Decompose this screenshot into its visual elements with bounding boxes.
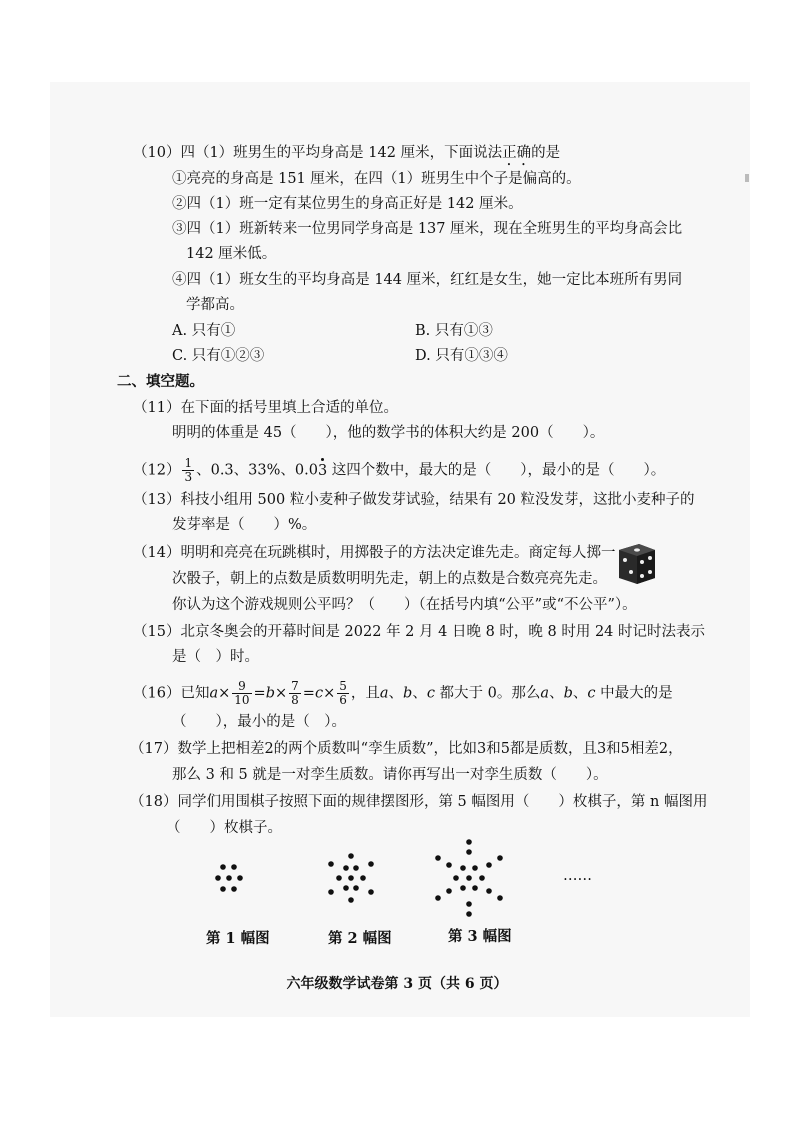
q11-stem: （11）在下面的括号里填上合适的单位。	[133, 400, 398, 416]
q10-option-c[interactable]: C. 只有①②③	[172, 348, 265, 364]
q18-stem: （18）同学们用围棋子按照下面的规律摆图形，第 5 幅图用（ ）枚棋子，第 n 幅图用	[130, 794, 708, 810]
figure-1-caption: 第 1 幅图	[206, 930, 270, 947]
q13-question: 发芽率是（ ）%。	[172, 517, 317, 533]
q10-statement-4: ④四（1）班女生的平均身高是 144 厘米，红红是女生，她一定比本班所有男同	[172, 272, 683, 288]
q10-option-b[interactable]: B. 只有①③	[415, 323, 493, 339]
figure-2-caption: 第 2 幅图	[328, 930, 392, 947]
q10-statement-1: ①亮亮的身高是 151 厘米，在四（1）班男生中个子是偏高的。	[172, 171, 581, 187]
q15-question: 是（ ）时。	[172, 649, 259, 665]
figure-3-dots	[432, 838, 506, 918]
q10-statement-3-cont: 142 厘米低。	[186, 246, 277, 262]
q16-question: （ ），最小的是（ ）。	[172, 714, 346, 730]
q16-stem: （16）已知a× $\frac{9}{10}$ =b× $\frac{7}{8}$ =c× $\frac{5}{6}$ ，且a、b、c 都大于 0。那么a、b、c 中最大的是	[133, 679, 673, 707]
repeating-digit: 3	[317, 462, 328, 479]
q10-stem: （10）四（1）班男生的平均身高是 142 厘米，下面说法正确的是	[133, 145, 561, 161]
figure-ellipsis: ……	[563, 868, 592, 884]
q11-question: 明明的体重是 45（ ），他的数学书的体积大约是 200（ ）。	[172, 425, 605, 441]
q14-stem: （14）明明和亮亮在玩跳棋时，用掷骰子的方法决定谁先走。商定每人掷一	[133, 545, 616, 561]
section-title: 二、填空题。	[117, 373, 204, 390]
q10-option-d[interactable]: D. 只有①③④	[415, 348, 508, 364]
q15-stem: （15）北京冬奥会的开幕时间是 2022 年 2 月 4 日晚 8 时，晚 8 时用 24 时记时法表示	[133, 624, 706, 640]
q10-statement-3: ③四（1）班新转来一位男同学身高是 137 厘米，现在全班男生的平均身高会比	[172, 221, 683, 237]
q17-stem: （17）数学上把相差2的两个质数叫“孪生质数”，比如3和5都是质数，且3和5相差2，	[130, 741, 683, 757]
q10-emphasis: 正确	[502, 145, 532, 161]
scan-mark	[745, 174, 749, 182]
figure-1-dots	[212, 862, 246, 896]
fraction-five-sixths: $\frac{5}{6}$	[339, 679, 347, 707]
q10-statement-2: ②四（1）班一定有某位男生的身高正好是 142 厘米。	[172, 196, 523, 212]
q17-question: 那么 3 和 5 就是一对孪生质数。请你再写出一对孪生质数（ ）。	[172, 767, 608, 783]
page-footer: 六年级数学试卷第 3 页（共 6 页）	[286, 976, 508, 992]
q10-option-a[interactable]: A. 只有①	[172, 323, 236, 339]
figure-3-caption: 第 3 幅图	[448, 928, 512, 945]
q10-statement-4-cont: 学都高。	[186, 297, 244, 313]
figure-2-dots	[325, 852, 377, 904]
q18-question: （ ）枚棋子。	[166, 820, 282, 836]
fraction-seven-eighths: $\frac{7}{8}$	[291, 679, 299, 707]
q13-stem: （13）科技小组用 500 粒小麦种子做发芽试验，结果有 20 粒没发芽，这批小麦种子的	[133, 492, 695, 508]
fraction-nine-tenths: $\frac{9}{10}$	[234, 679, 250, 707]
q12-stem: （12） $\frac{1}{3}$ 、0.3、33%、0.03 这四个数中，最大的是（ ），最小的是（ ）。	[133, 456, 666, 484]
fraction-one-third: $\frac{1}{3}$	[184, 456, 193, 484]
q14-question: 你认为这个游戏规则公平吗？（ ）（在括号内填“公平”或“不公平”）。	[172, 597, 637, 613]
dice-icon	[617, 542, 657, 586]
q14-line2: 次骰子，朝上的点数是质数明明先走，朝上的点数是合数亮亮先走。	[172, 571, 607, 587]
